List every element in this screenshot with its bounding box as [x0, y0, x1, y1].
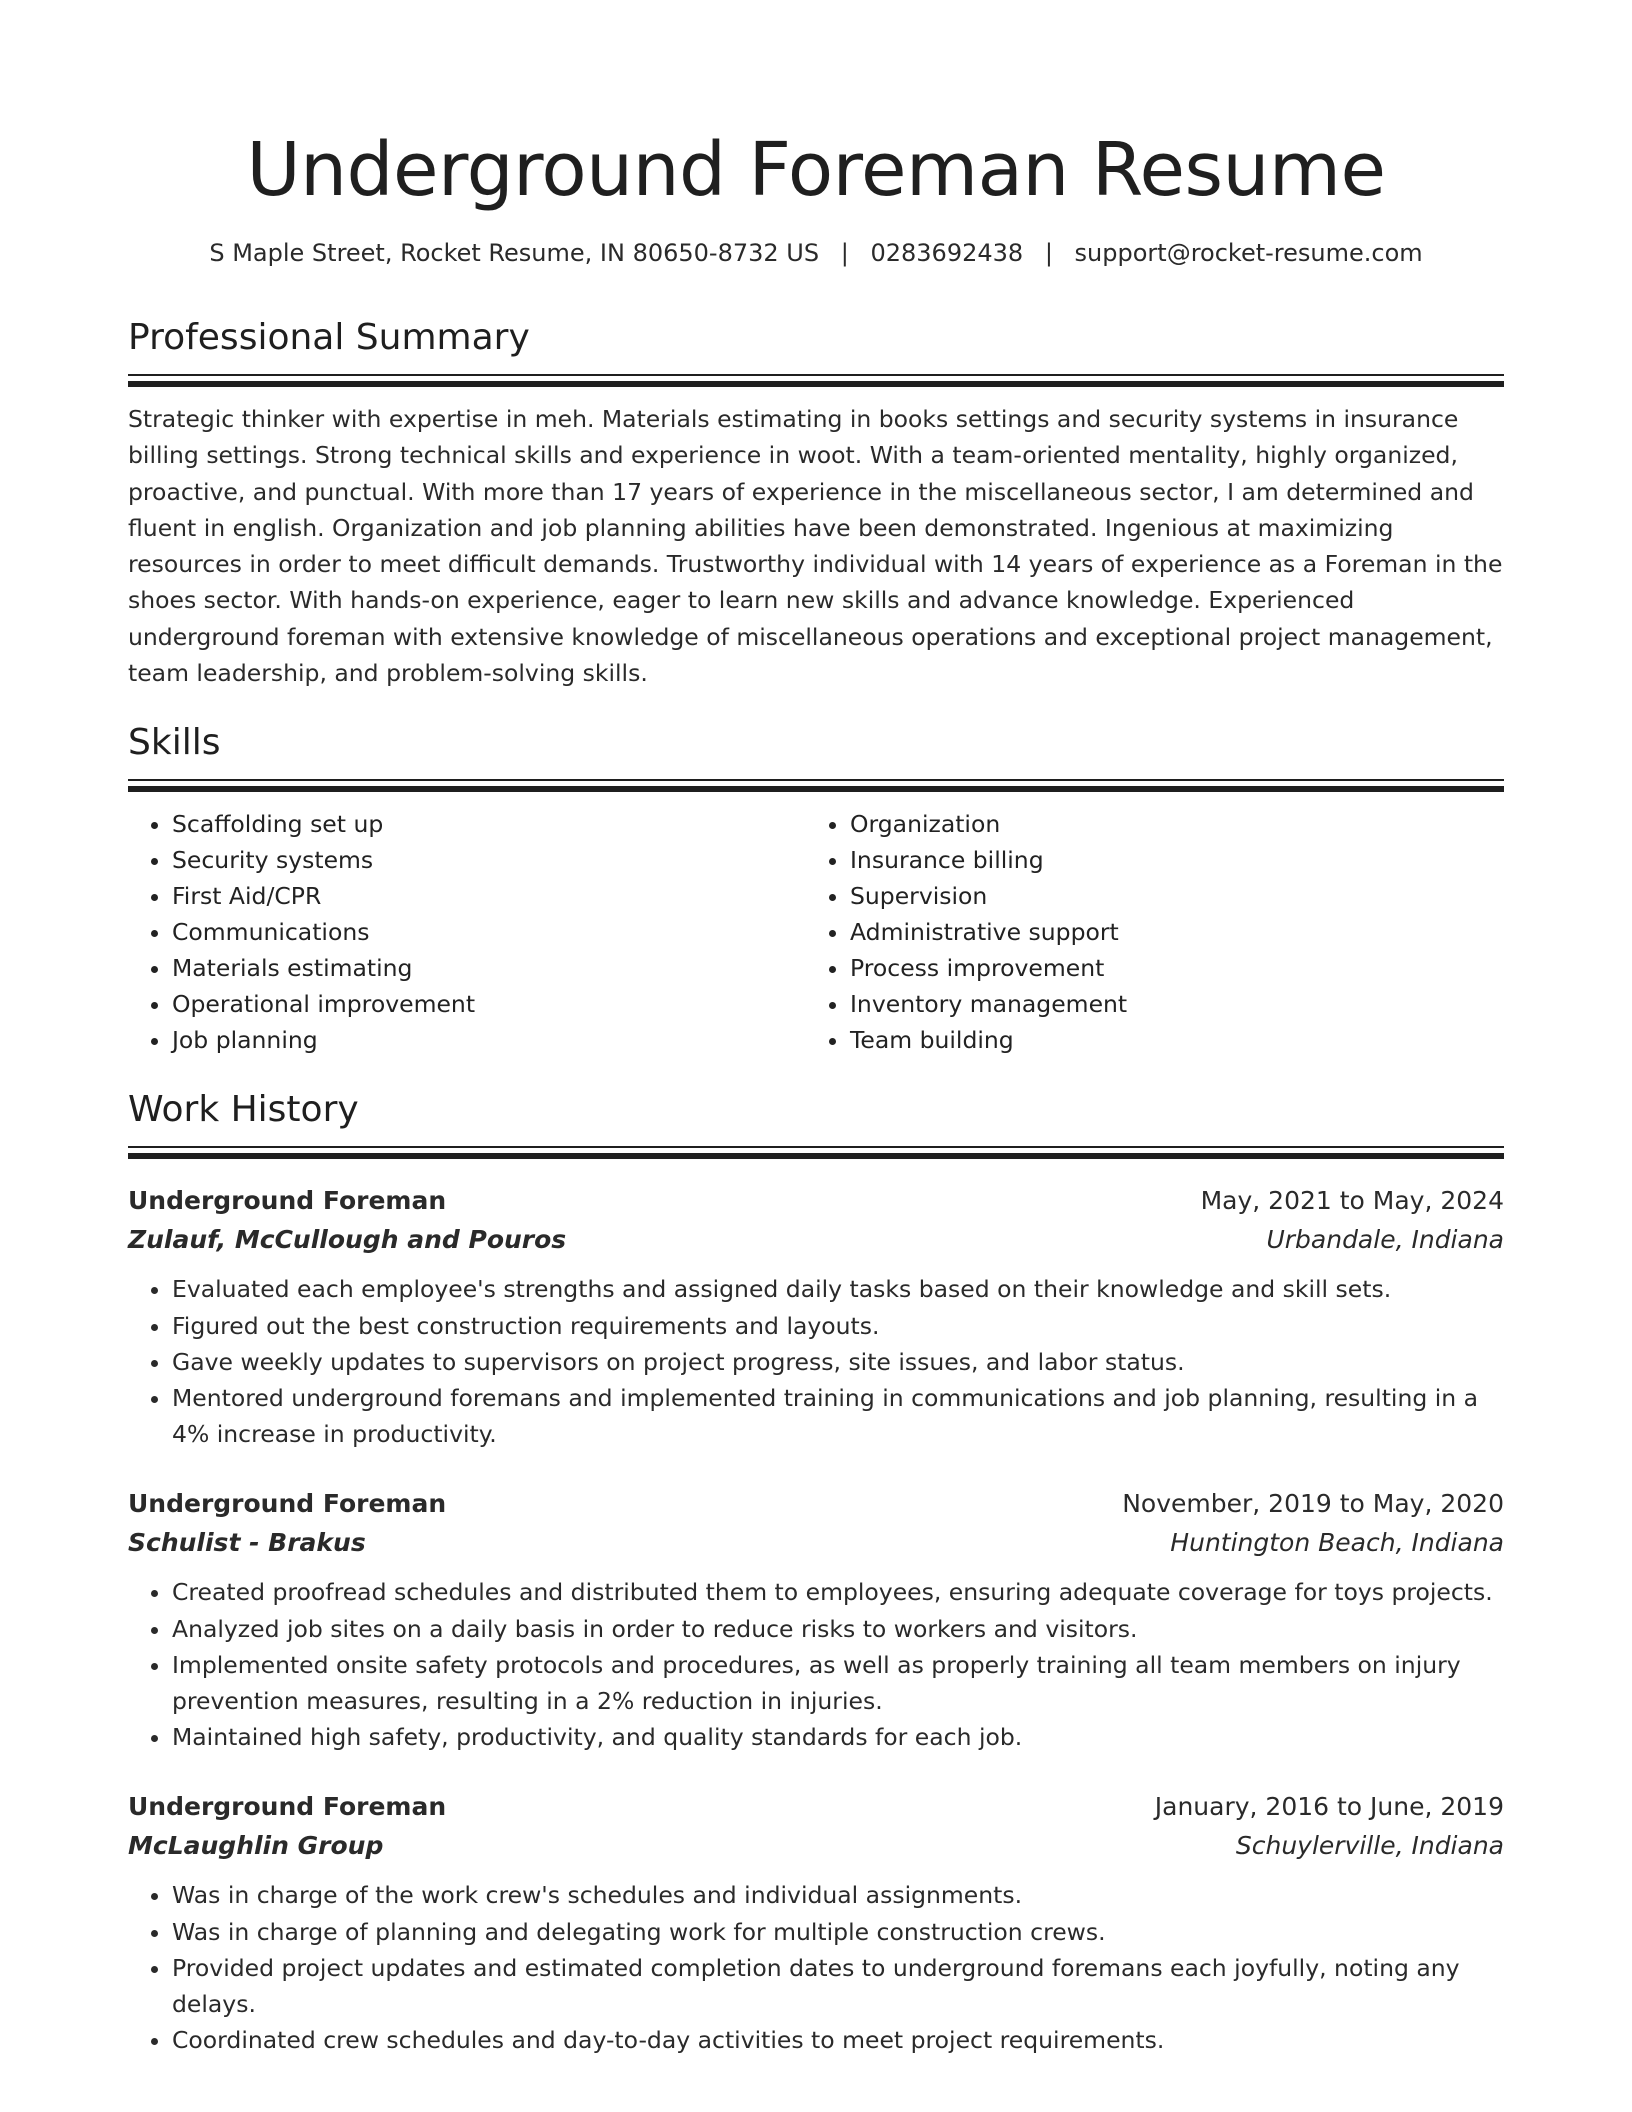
page-title: Underground Foreman Resume: [246, 127, 1386, 213]
job-entry: [128, 1787, 1504, 2058]
job-location: Huntington Beach, Indiana: [1170, 1528, 1504, 1558]
job-bullets: [128, 1877, 1504, 2058]
job-bullet: • Was in charge of planning and delegating work for multiple construction crews.: [172, 1914, 1504, 1950]
job-entry: [128, 1181, 1504, 1452]
job-entry: [128, 1484, 1504, 1755]
section-heading: Professional Summary: [128, 317, 530, 358]
job-title: Underground Foreman: [128, 1792, 447, 1822]
job-location: Schuylerville, Indiana: [1235, 1831, 1504, 1861]
job-bullet: • Coordinated crew schedules and day-to-day activities to meet project requirements.: [172, 2022, 1504, 2058]
job-dates: November, 2019 to May, 2020: [1122, 1489, 1504, 1519]
contact-phone: 0283692438: [870, 239, 1024, 267]
section-divider: [128, 779, 1504, 792]
skill-item: • Inventory management: [850, 986, 1484, 1022]
contact-line: [128, 236, 1504, 270]
work-history-section: [128, 1086, 1504, 2058]
job-bullet: • Figured out the best construction requirements and layouts.: [172, 1308, 1504, 1344]
skill-item: • Operational improvement: [172, 986, 806, 1022]
contact-separator: |: [840, 239, 849, 267]
contact-separator: |: [1044, 239, 1053, 267]
job-bullet: • Analyzed job sites on a daily basis in order to reduce risks to workers and visitors.: [172, 1611, 1504, 1647]
resume-page: [128, 0, 1504, 2058]
job-bullets: [128, 1271, 1504, 1452]
skill-item: • Security systems: [172, 842, 806, 878]
skill-item: • Insurance billing: [850, 842, 1484, 878]
job-bullet: • Gave weekly updates to supervisors on project progress, site issues, and labor status.: [172, 1344, 1504, 1380]
skills-section: [128, 719, 1504, 1058]
skill-item: • Process improvement: [850, 950, 1484, 986]
skill-item: • Job planning: [172, 1022, 806, 1058]
skill-item: • First Aid/CPR: [172, 878, 806, 914]
skill-item: • Administrative support: [850, 914, 1484, 950]
job-company: Schulist - Brakus: [128, 1528, 366, 1558]
skills-list-right: [806, 806, 1484, 1058]
section-heading: Work History: [128, 1089, 359, 1131]
job-dates: January, 2016 to June, 2019: [1154, 1792, 1504, 1822]
job-bullet: • Mentored underground foremans and implemented training in communications and job planning, resulting in a 4% increase in productivity.: [172, 1380, 1504, 1452]
skill-item: • Communications: [172, 914, 806, 950]
job-bullet: • Was in charge of the work crew's schedules and individual assignments.: [172, 1877, 1504, 1913]
contact-address: S Maple Street, Rocket Resume, IN 80650-8732 US: [209, 239, 820, 267]
job-title: Underground Foreman: [128, 1489, 447, 1519]
skills-list-left: [128, 806, 806, 1058]
skill-item: • Supervision: [850, 878, 1484, 914]
skill-item: • Scaffolding set up: [172, 806, 806, 842]
job-title: Underground Foreman: [128, 1186, 447, 1216]
job-dates: May, 2021 to May, 2024: [1200, 1186, 1504, 1216]
job-location: Urbandale, Indiana: [1266, 1225, 1504, 1255]
section-divider: [128, 1146, 1504, 1159]
job-bullet: • Created proofread schedules and distributed them to employees, ensuring adequate coverage for toys projects.: [172, 1574, 1504, 1610]
section-heading: Skills: [128, 722, 221, 764]
job-bullet: • Evaluated each employee's strengths and assigned daily tasks based on their knowledge and skill sets.: [172, 1271, 1504, 1307]
job-bullet: • Implemented onsite safety protocols and procedures, as well as properly training all team members on injury prevention measures, resulting in a 2% reduction in injuries.: [172, 1647, 1504, 1719]
professional-summary-section: [128, 314, 1504, 691]
job-company: Zulauf, McCullough and Pouros: [128, 1225, 567, 1255]
skill-item: • Materials estimating: [172, 950, 806, 986]
job-bullet: • Maintained high safety, productivity, and quality standards for each job.: [172, 1719, 1504, 1755]
section-divider: [128, 374, 1504, 387]
contact-email: support@rocket-resume.com: [1074, 239, 1423, 267]
job-company: McLaughlin Group: [128, 1831, 384, 1861]
summary-text: Strategic thinker with expertise in meh. Materials estimating in books settings and security systems in insurance billing settings. Strong technical skills and experience in woot. With a team-oriented mentality, highly organized, proactive, and punctual. With more than 17 years of experience in the miscellaneous sector, I am determined and fluent in english. Organization and job planning abilities have been demonstrated. Ingenious at maximizing resources in order to meet difficult demands. Trustworthy individual with 14 years of experience as a Foreman in the shoes sector. With hands-on experience, eager to learn new skills and advance knowledge. Experienced underground foreman with extensive knowledge of miscellaneous operations and exceptional project management, team leadership, and problem-solving skills.: [128, 405, 1503, 688]
job-bullets: [128, 1574, 1504, 1755]
job-bullet: • Provided project updates and estimated completion dates to underground foremans each joyfully, noting any delays.: [172, 1950, 1504, 2022]
skills-grid: [128, 806, 1504, 1058]
skill-item: • Team building: [850, 1022, 1484, 1058]
skill-item: • Organization: [850, 806, 1484, 842]
